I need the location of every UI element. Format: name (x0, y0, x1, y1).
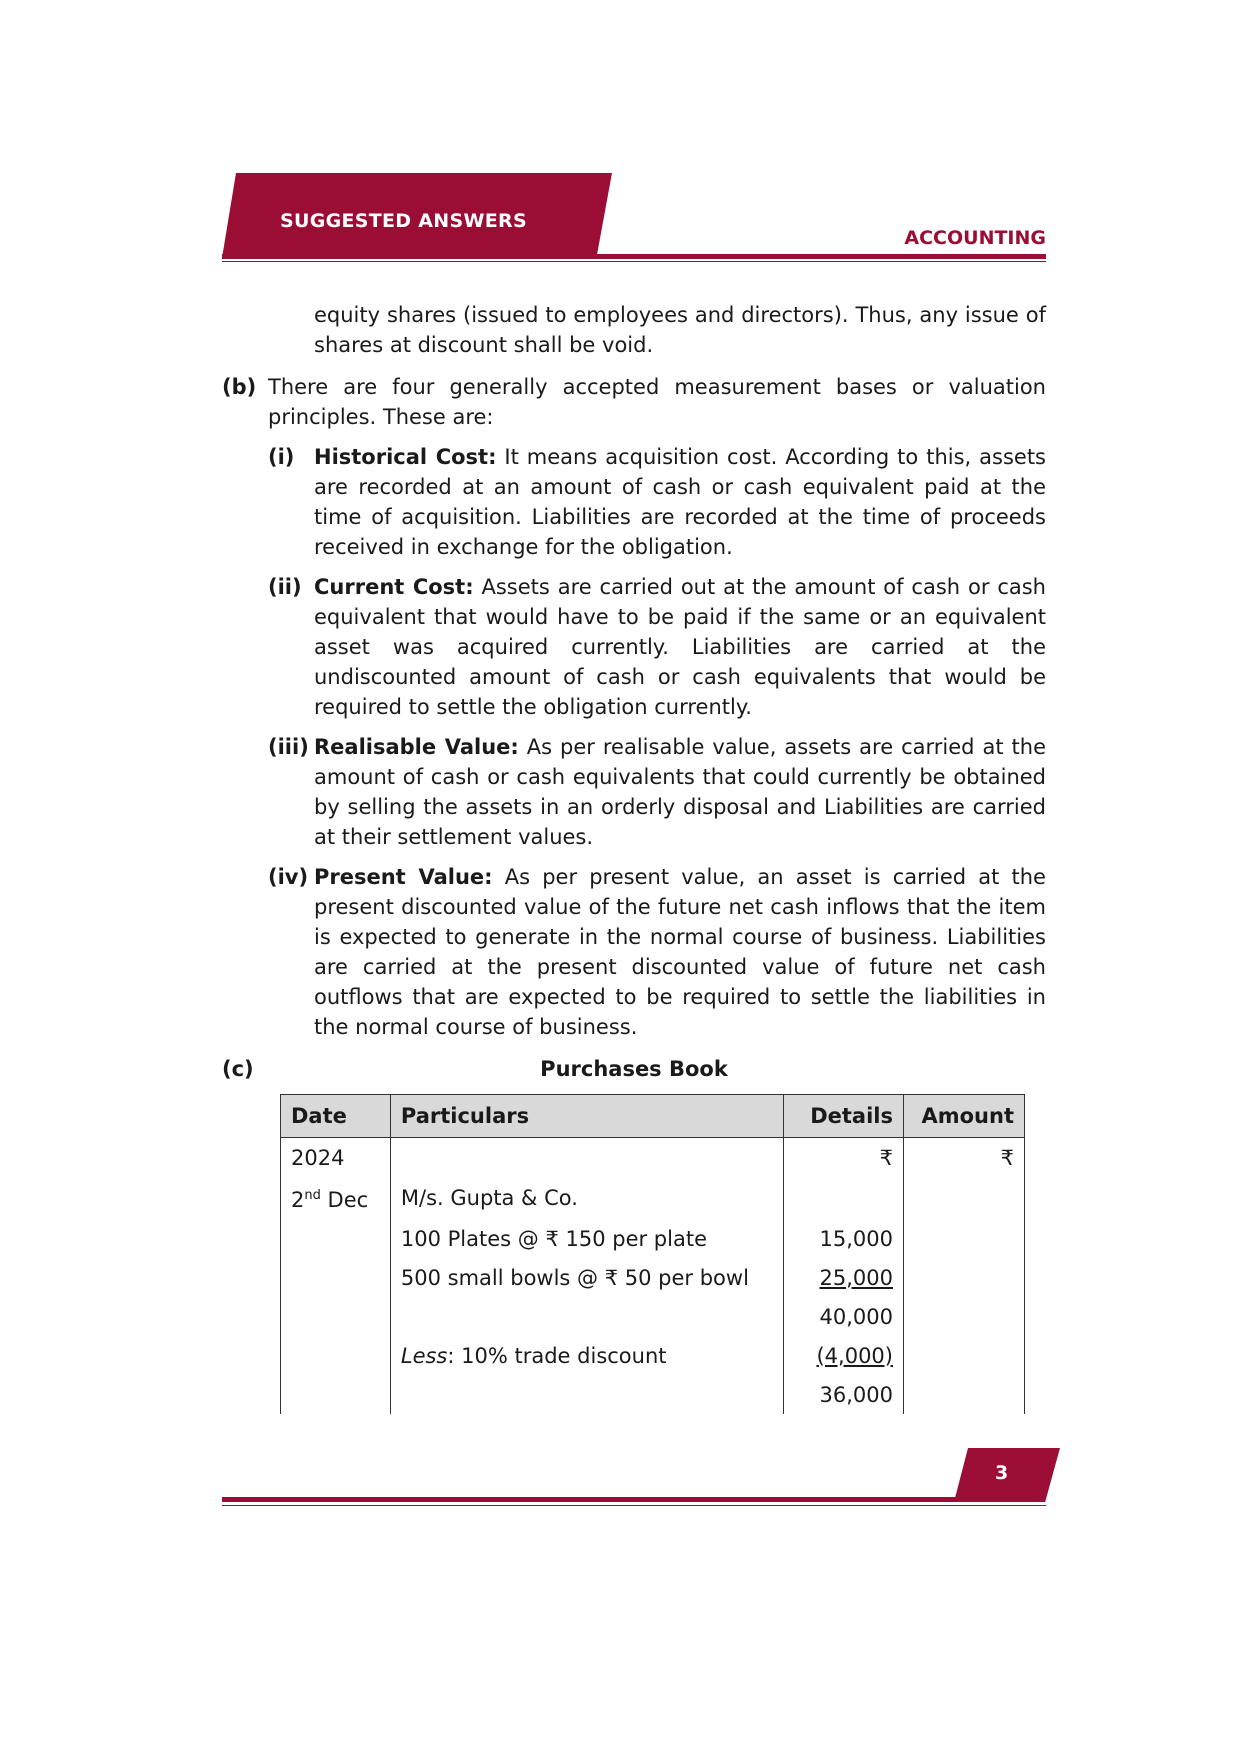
list-item-term: Realisable Value: (314, 735, 519, 759)
cell-particulars (390, 1297, 783, 1336)
list-item-text: As per realisable value, assets are carried at the amount of cash or cash equivalents that could currently be obtained by selling the assets in an orderly disposal and Liabilities are carried at their settlement values. (314, 735, 1046, 849)
cell-particulars (390, 1375, 783, 1414)
cell-amount (904, 1258, 1025, 1297)
list-item-term: Current Cost: (314, 575, 474, 599)
table-row (281, 1219, 1025, 1258)
list-item (268, 862, 1046, 1042)
cell-particulars: 500 small bowls @ ₹ 50 per bowl (390, 1258, 783, 1297)
intro-continuation: equity shares (issued to employees and directors). Thus, any issue of shares at discount shall be void. (314, 303, 1046, 357)
cell-details (784, 1177, 904, 1219)
list-item-text: It means acquisition cost. According to this, assets are recorded at an amount of cash or cash equivalent paid at the time of acquisition. Liabilities are recorded at the time of proceeds received in exchange for the obligation. (314, 445, 1046, 559)
part-b (222, 372, 1046, 1042)
cell-details: ₹ (784, 1138, 904, 1178)
list-item (268, 572, 1046, 722)
cell-amount (904, 1336, 1025, 1375)
table-row (281, 1177, 1025, 1219)
cell-date (281, 1258, 391, 1297)
list-item-number: (i) (268, 445, 295, 469)
list-item-number: (iv) (268, 865, 309, 889)
cell-amount (904, 1375, 1025, 1414)
column-header-amount: Amount (904, 1095, 1025, 1138)
cell-particulars: M/s. Gupta & Co. (390, 1177, 783, 1219)
cell-details: 40,000 (784, 1297, 904, 1336)
header-rule (222, 254, 1046, 259)
cell-amount (904, 1297, 1025, 1336)
purchases-book-table (280, 1094, 1025, 1414)
cell-date (281, 1336, 391, 1375)
footer-rule (222, 1497, 960, 1502)
table-row (281, 1336, 1025, 1375)
cell-details: (4,000) (784, 1336, 904, 1375)
part-b-label: (b) (222, 375, 257, 399)
cell-particulars (390, 1138, 783, 1178)
list-item-text: As per present value, an asset is carried at the present discounted value of the future net cash inflows that the item is expected to generate in the normal course of business. Liabilities are carried at the present discounted value of future net cash outflows that are expected to be required to settle the liabilities in the normal course of business. (314, 865, 1046, 1039)
cell-details: 25,000 (784, 1258, 904, 1297)
table-title: Purchases Book (540, 1057, 728, 1081)
list-item-term: Present Value: (314, 865, 493, 889)
cell-particulars: 100 Plates @ ₹ 150 per plate (390, 1219, 783, 1258)
cell-date (281, 1375, 391, 1414)
list-item-text: Assets are carried out at the amount of cash or cash equivalent that would have to be paid if the same or an equivalent asset was acquired currently. Liabilities are carried at the undiscounted amount of cash or cash equivalents that would be required to settle the obligation currently. (314, 575, 1046, 719)
header-subject: ACCOUNTING (904, 227, 1046, 249)
cell-amount (904, 1219, 1025, 1258)
part-c-heading (222, 1054, 1046, 1084)
list-item (268, 732, 1046, 852)
cell-details: 36,000 (784, 1375, 904, 1414)
column-header-date: Date (281, 1095, 391, 1138)
table-row (281, 1138, 1025, 1178)
cell-amount (904, 1177, 1025, 1219)
table-header-row (281, 1095, 1025, 1138)
cell-particulars: Less: 10% trade discount (390, 1336, 783, 1375)
column-header-details: Details (784, 1095, 904, 1138)
cell-date (281, 1297, 391, 1336)
table-row (281, 1375, 1025, 1414)
footer-rule-thin (222, 1505, 1046, 1506)
list-item-term: Historical Cost: (314, 445, 497, 469)
list-item-number: (ii) (268, 575, 302, 599)
cell-details: 15,000 (784, 1219, 904, 1258)
table-row (281, 1297, 1025, 1336)
page-number: 3 (995, 1462, 1009, 1484)
column-header-particulars: Particulars (390, 1095, 783, 1138)
list-item (268, 442, 1046, 562)
cell-date (281, 1219, 391, 1258)
part-c-label: (c) (222, 1057, 254, 1081)
cell-date: 2nd Dec (281, 1177, 391, 1219)
list-item-number: (iii) (268, 735, 309, 759)
part-b-text: There are four generally accepted measurement bases or valuation principles. These are: (268, 375, 1046, 429)
cell-date: 2024 (281, 1138, 391, 1178)
header-section-label: SUGGESTED ANSWERS (280, 210, 527, 232)
header-rule-thin (222, 261, 1046, 262)
table-row (281, 1258, 1025, 1297)
page-content (222, 300, 1046, 1414)
cell-amount: ₹ (904, 1138, 1025, 1178)
